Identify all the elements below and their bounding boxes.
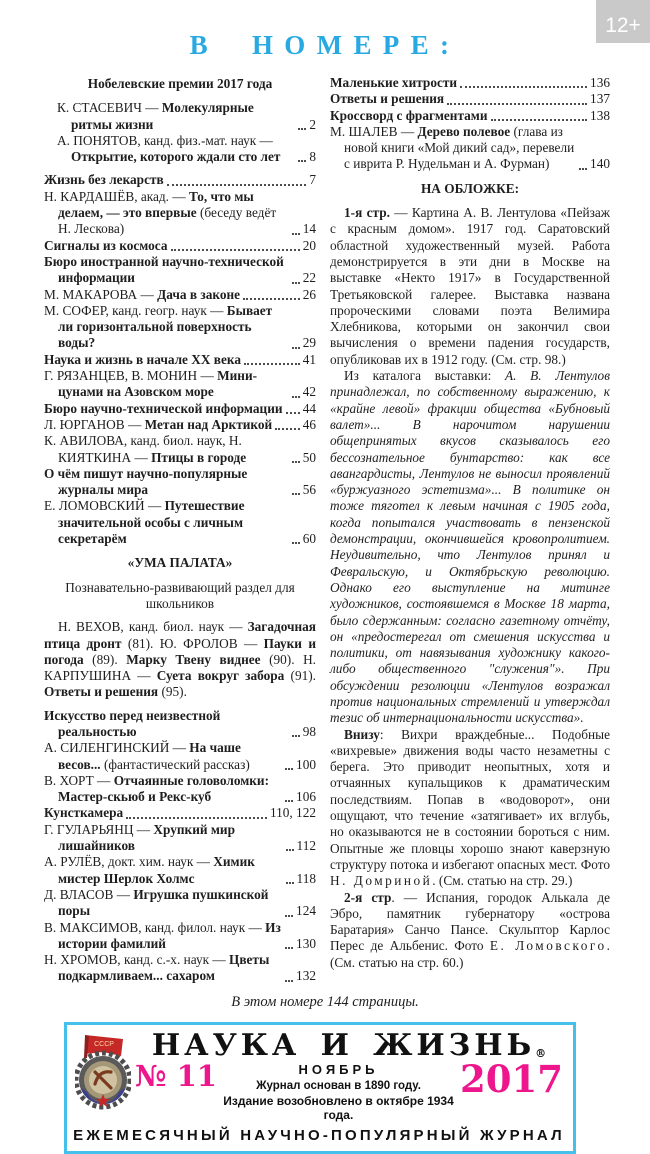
text-segment: На чаше весов...: [58, 740, 241, 772]
page-number: 132: [296, 968, 316, 984]
text-segment: К. АВИЛОВА, канд. биол. наук, Н. КИЯТКИНА —: [44, 433, 242, 465]
toc-right-column: [330, 75, 610, 985]
text-segment: Наука и жизнь в начале ХХ века: [44, 351, 241, 367]
text-segment: Мини-цунами на Азовском море: [58, 368, 258, 400]
magazine-title: [133, 1027, 565, 1063]
page-number: 50: [302, 449, 316, 465]
dot-leader: [298, 160, 306, 162]
toc-entry: [44, 287, 316, 303]
page-number: 42: [302, 384, 316, 400]
masthead-center: [133, 1027, 565, 1123]
text-segment: Кроссворд с фрагментами: [330, 107, 488, 123]
dot-leader: [244, 363, 300, 365]
text-segment: (89).: [83, 651, 127, 667]
founded-label: Журнал основан в 1890 году.: [256, 1080, 421, 1093]
text-segment: Суета вокруг забора: [156, 668, 285, 684]
resumed-label: Издание возобновлено в октябре 1934 года.: [223, 1094, 454, 1123]
text-segment: Из истории фамилий: [58, 919, 281, 951]
toc-entry: [44, 740, 316, 773]
toc-entry: [44, 773, 316, 806]
text-segment: Хрупкий мир лишайников: [58, 821, 235, 854]
toc-entry: [44, 368, 316, 401]
toc-entry: [44, 254, 316, 287]
page-number: 110, 122: [269, 805, 316, 821]
toc-entry: [330, 108, 610, 124]
dot-leader: [292, 493, 300, 495]
text-segment: Дача в законе: [157, 286, 241, 302]
page-number: 20: [302, 237, 316, 253]
text-segment: 1-я стр.: [344, 205, 390, 221]
text-segment: Открытие, которого ждали сто лет: [71, 149, 281, 165]
dot-leader: [292, 347, 300, 349]
text-segment: Л. ЮРГАНОВ —: [44, 416, 145, 432]
dot-leader: [286, 412, 300, 414]
toc-spacer: [44, 547, 316, 554]
dot-leader: [460, 86, 587, 88]
text-segment: А. В. Лентулов принадлежал, по собственному выражению, к «крайне левой» фракции общества «Бубновый валет»... В нарочитом нарушении общепринятых вкусов сказывалось его бессознательное бунтарство: как все авангардисты, Лентулов не выносил проявлений «буржуазного эстетизма»... В политике он тоже тяготел к левым начиная с 1905 года, когда попытался участвовать в пензенской демонстрации, окончившейся кровопролитием. Неудивительно, что Лентулов принял и Февральскую, и Октябрьскую революцию. Однако его выступление на митинге художников, состоявшемся в Москве 18 марта, было сдержанным: согласно газетному отчёту, он «предостерегал от смешения искусства и политики, от навязывания художнику какого-либо общественного "служения"». При обсуждении резолюции «Лентулов возражал против национальных стремлений и утверждал тезис об интернациональности искусства».: [330, 368, 610, 726]
registered-trademark-icon: ®: [535, 1046, 547, 1060]
table-of-contents: [44, 75, 610, 985]
page-number: 60: [302, 531, 316, 547]
text-segment: Птицы в городе: [151, 449, 247, 465]
toc-paragraph: [330, 727, 610, 890]
page-number: 14: [302, 221, 316, 237]
dot-leader: [292, 233, 300, 235]
toc-entry: [44, 952, 316, 985]
toc-entry: [44, 887, 316, 920]
text-segment: Химик мистер Шерлок Холмс: [58, 854, 255, 886]
text-segment: М. ШАЛЕВ —: [330, 123, 418, 139]
text-segment: . (См. статью на стр. 60.): [330, 938, 610, 970]
page-number: 136: [590, 75, 610, 90]
toc-paragraph: [330, 205, 610, 368]
text-segment: То, что мы делаем, — это впервые: [58, 188, 254, 221]
text-segment: Г. ГУЛАРЬЯНЦ —: [44, 821, 154, 837]
toc-entry: [44, 401, 316, 417]
toc-entry: [44, 854, 316, 887]
text-segment: Искусство перед неизвестной реальностью: [44, 707, 221, 739]
text-segment: Е. Ломовского: [489, 938, 607, 954]
dot-leader: [167, 184, 307, 186]
dot-leader: [285, 947, 293, 949]
month-label: НОЯБРЬ: [298, 1062, 379, 1078]
toc-paragraph: [330, 368, 610, 727]
dot-leader: [275, 428, 299, 430]
toc-entry: [44, 417, 316, 433]
text-segment: М. МАКАРОВА —: [44, 286, 158, 302]
dot-leader: [491, 119, 588, 121]
text-segment: Ответы и решения: [330, 91, 445, 107]
dot-leader: [285, 915, 293, 917]
text-segment: Д. ВЛАСОВ —: [44, 886, 134, 902]
page-number: 2: [309, 116, 316, 132]
text-segment: К. СТАСЕВИЧ —: [57, 100, 162, 116]
dot-leader: [292, 461, 300, 463]
toc-entry: [330, 91, 610, 107]
text-segment: Н. Домриной: [330, 873, 433, 889]
page-count-note: В этом номере 144 страницы.: [231, 993, 419, 1010]
toc-entry: [44, 238, 316, 254]
toc-entry: [44, 805, 316, 821]
text-segment: : Вихри враждебные... Подобные «вихревые» движения воды часто незаметны с берега. Это приводит неопытных, хотя и отчаянных купальщиков к драматическим последствиям. Попав в «водоворот», они ощущают, что течение «затягивает» их вглубь, но оказываются не в состоянии бороться с ним. Опытные же пловцы хорошо знают каверзную структуру потока и избегают опасных мест. Фото: [330, 726, 610, 872]
page-number: 46: [302, 416, 316, 432]
toc-entry: [44, 189, 316, 238]
text-segment: Из каталога выставки:: [344, 368, 505, 384]
dot-leader: [126, 817, 267, 819]
text-segment: (беседу ведёт Н. Лескова): [58, 205, 277, 237]
text-segment: 2-я стр: [344, 889, 392, 905]
text-segment: Дерево полевое: [417, 123, 511, 139]
text-segment: Н. ВЕХОВ, канд. биол. наук —: [58, 619, 248, 635]
toc-entry: [57, 100, 316, 133]
toc-entry: [44, 433, 316, 466]
dot-leader: [243, 298, 300, 300]
toc-entry: [44, 498, 316, 547]
page-number: 56: [302, 482, 316, 498]
toc-paragraph: [330, 890, 610, 971]
text-segment: (глава из новой книги «Мой дикий сад», перевели с иврита Р. Нудельман и А. Фурман): [344, 123, 575, 172]
text-segment: Пауки и погода: [44, 635, 316, 667]
masthead-info-row: [133, 1057, 565, 1123]
text-segment: А. СИЛЕНГИНСКИЙ —: [44, 740, 190, 756]
toc-entry: [44, 920, 316, 953]
dot-leader: [298, 128, 306, 130]
text-segment: Цветы подкармливаем... сахаром: [58, 952, 270, 984]
toc-entry: [44, 822, 316, 855]
text-segment: Марку Твену виднее: [126, 651, 261, 667]
text-segment: Игрушка пушкинской поры: [58, 886, 269, 919]
issue-number: № 11: [135, 1059, 217, 1094]
text-segment: (фантастический рассказ): [100, 756, 250, 772]
page-number: 98: [302, 723, 316, 739]
age-rating-badge: [596, 0, 650, 43]
dot-leader: [286, 882, 294, 884]
text-segment: . — Испания, городок Алькала де Эбро, памятник губернатору «острова Баратария» Санчо Пансе. Скульптор Карлос Перес де Альбенис. Фото: [330, 889, 610, 954]
text-segment: Ответы и решения: [44, 684, 159, 700]
masthead-box: [64, 1022, 576, 1154]
page-number: 118: [296, 870, 316, 886]
toc-spacer: [330, 173, 610, 180]
text-segment: Внизу: [344, 726, 380, 742]
toc-subheading: Познавательно-развивающий раздел для школьников: [65, 579, 295, 611]
text-segment: Путешествие значительной особы с личным секретарём: [58, 498, 245, 547]
toc-left-column: [44, 75, 316, 985]
toc-heading: «УМА ПАЛАТА»: [127, 555, 233, 571]
page-number: 112: [296, 838, 316, 854]
toc-heading: НА ОБЛОЖКЕ:: [420, 180, 520, 196]
dot-leader: [292, 542, 300, 544]
masthead-mid-block: [217, 1062, 460, 1122]
page-number: 137: [590, 91, 610, 107]
toc-spacer: [330, 198, 610, 205]
toc-spacer: [44, 573, 316, 580]
page-number: 138: [590, 107, 610, 123]
toc-entry: [44, 303, 316, 352]
dot-leader: [285, 768, 293, 770]
toc-spacer: [44, 701, 316, 708]
text-segment: Сигналы из космоса: [44, 237, 168, 253]
text-segment: В. МАКСИМОВ, канд. филол. наук —: [44, 919, 266, 935]
text-segment: (90). Н. КАРПУШИНА —: [44, 651, 316, 684]
page-number: 26: [302, 286, 316, 302]
order-medal-graphic: [75, 1032, 131, 1110]
text-segment: А. ПОНЯТОВ, канд. физ.-мат. наук —: [57, 132, 273, 148]
magazine-title-text: НАУКА И ЖИЗНЬ: [151, 1027, 536, 1063]
dot-leader: [285, 800, 293, 802]
dot-leader: [286, 849, 294, 851]
dot-leader: [447, 103, 587, 105]
toc-spacer: [44, 93, 316, 100]
toc-paragraph: [44, 619, 316, 700]
dot-leader: [292, 735, 300, 737]
text-segment: Кунсткамера: [44, 805, 124, 821]
text-segment: В. ХОРТ —: [44, 772, 114, 788]
text-segment: (95).: [158, 684, 187, 700]
text-segment: Загадочная птица дронт: [44, 619, 316, 651]
page-title: В НОМЕРЕ:: [189, 30, 461, 60]
magazine-tagline: ЕЖЕМЕСЯЧНЫЙ НАУЧНО-ПОПУЛЯРНЫЙ ЖУРНАЛ: [73, 1127, 565, 1145]
text-segment: Г. РЯЗАНЦЕВ, В. МОНИН —: [44, 368, 218, 384]
toc-entry: [57, 133, 316, 166]
masthead-grid: [73, 1027, 565, 1123]
text-segment: Молекулярные ритмы жизни: [71, 100, 254, 132]
page-number: 140: [590, 156, 610, 172]
toc-entry: [44, 466, 316, 499]
page-number: 44: [302, 400, 316, 416]
text-segment: Н. КАРДАШЁВ, акад. —: [44, 188, 189, 204]
page-number: 124: [296, 903, 316, 919]
dot-leader: [285, 980, 293, 982]
page-number: 7: [309, 172, 316, 188]
year-label: 2017: [460, 1057, 563, 1102]
age-rating-label: 12+: [605, 14, 641, 37]
svg-text:СССР: СССР: [94, 1040, 114, 1048]
toc-heading: Нобелевские премии 2017 года: [87, 76, 273, 91]
text-segment: Маленькие хитрости: [330, 75, 458, 90]
text-segment: . (См. статью на стр. 29.): [432, 873, 573, 889]
toc-entry: [330, 75, 610, 91]
page-number: 29: [302, 335, 316, 351]
text-segment: Н. ХРОМОВ, канд. с.-х. наук —: [44, 952, 229, 968]
text-segment: М. СОФЕР, канд. геогр. наук —: [44, 302, 227, 318]
text-segment: (91).: [284, 668, 316, 684]
page-number: 8: [309, 149, 316, 165]
page-number: 106: [296, 789, 316, 805]
toc-spacer: [44, 165, 316, 172]
text-segment: Бюро научно-технической информации: [44, 400, 283, 416]
dot-leader: [579, 168, 587, 170]
toc-spacer: [44, 612, 316, 619]
text-segment: Бюро иностранной научно-технической информации: [44, 253, 284, 286]
toc-entry: [44, 352, 316, 368]
dot-leader: [292, 396, 300, 398]
page-number: 130: [296, 935, 316, 951]
text-segment: Отчаянные головоломки: Мастер-скьюб и Рекс-куб: [58, 772, 270, 805]
text-segment: Метан над Арктикой: [144, 416, 273, 432]
text-segment: А. РУЛЁВ, докт. хим. наук —: [44, 854, 214, 870]
text-segment: Е. ЛОМОВСКИЙ —: [44, 498, 165, 514]
toc-entry: [330, 124, 610, 173]
toc-entry: [44, 172, 316, 188]
text-segment: (81). Ю. ФРОЛОВ —: [121, 635, 264, 651]
dot-leader: [171, 249, 300, 251]
toc-entry: [44, 708, 316, 741]
text-segment: О чём пишут научно-популярные журналы мира: [44, 465, 248, 498]
dot-leader: [292, 282, 300, 284]
page-number: 100: [296, 756, 316, 772]
page-number: 22: [302, 270, 316, 286]
medal-icon: [73, 1030, 133, 1123]
page-number: 41: [302, 351, 316, 367]
text-segment: — Картина А. В. Лентулова «Пейзаж с красным домом». 1917 год. Саратовский областной художественный музей. Работа демонстрируется в эти дни в Москве на выставке «Некто 1917» в Государственной Третьяковской галерее. Выставка названа пророческими словами поэта Велимира Хлебникова, которыми он закончил свои вычисления о времени падения государств, опубликовав их в 1912 году. (См. стр. 98.): [330, 205, 610, 367]
text-segment: Жизнь без лекарств: [44, 172, 164, 188]
text-segment: Бывает ли горизонтальной поверхность воды?: [58, 302, 273, 351]
